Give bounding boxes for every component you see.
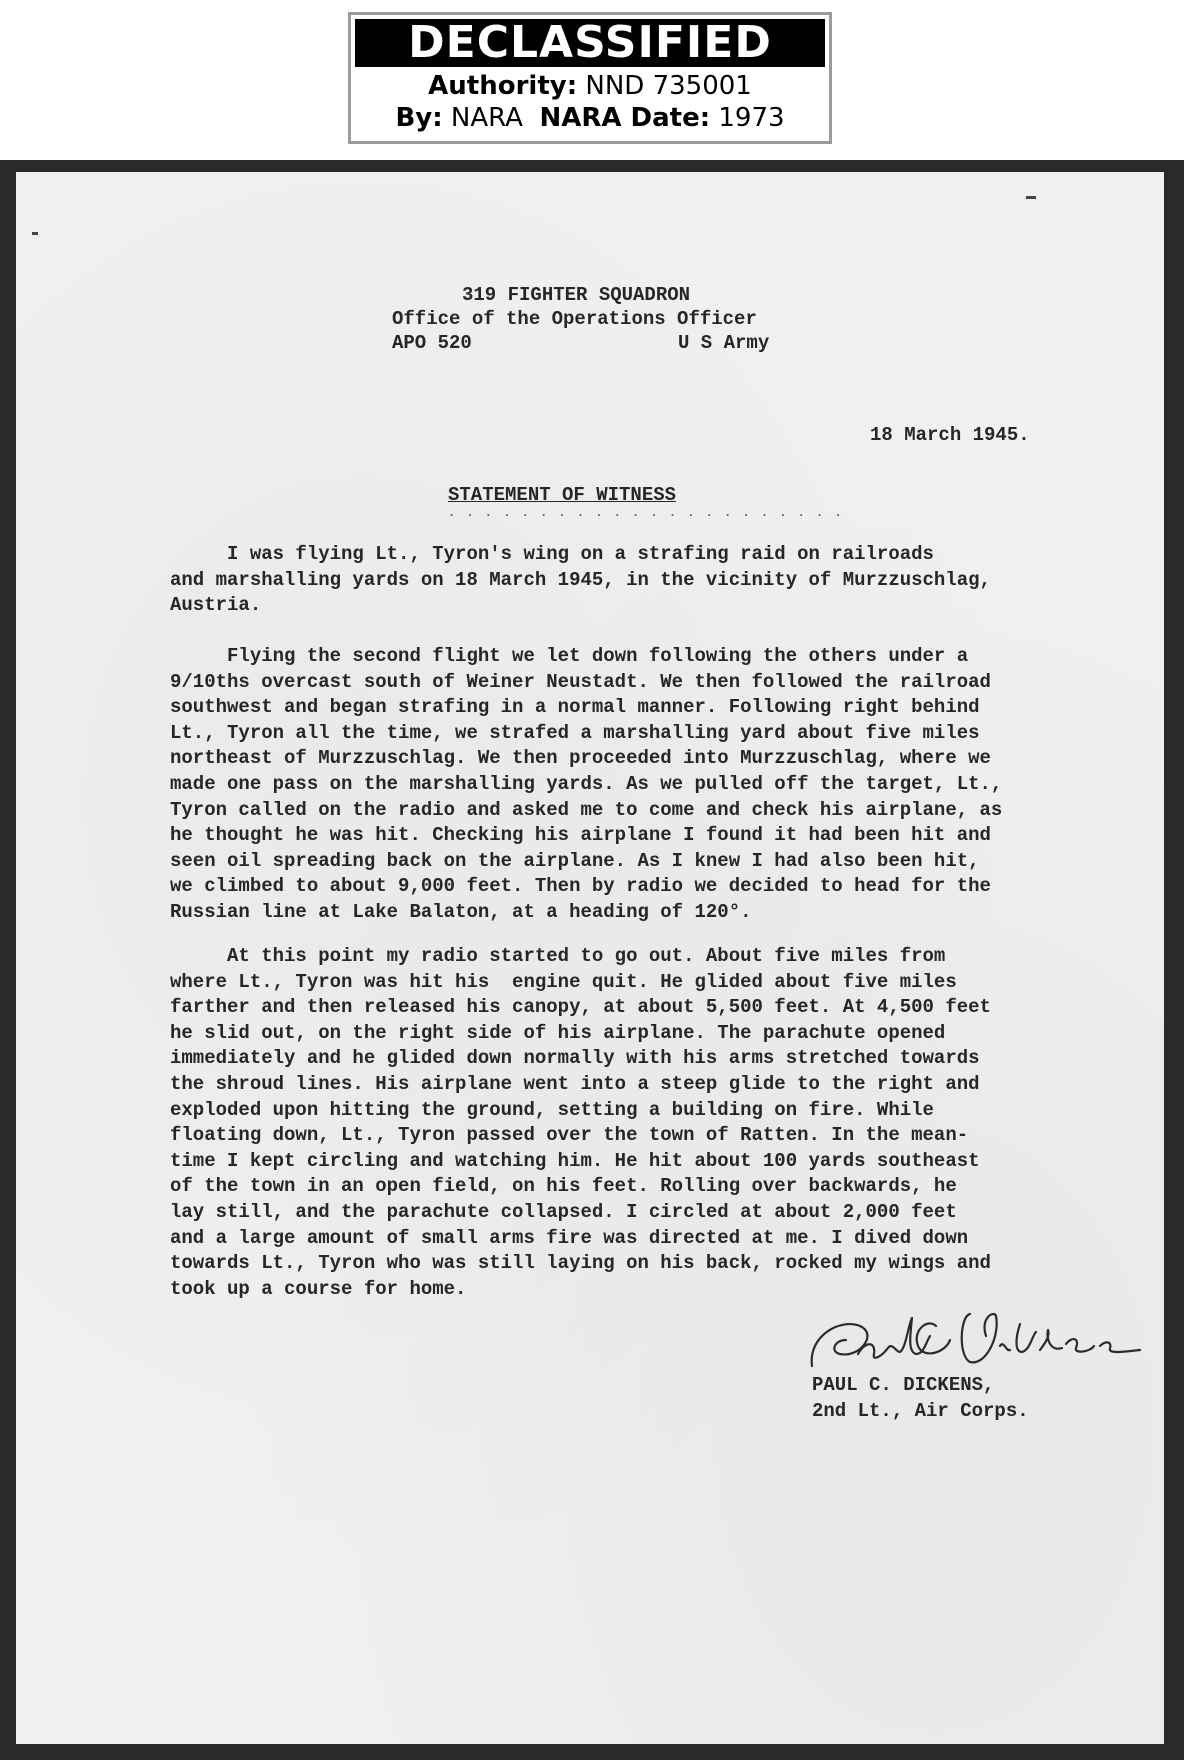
declassification-stamp: [348, 12, 832, 144]
stamp-authority-value: NND 735001: [585, 71, 752, 101]
paragraph-line: lay still, and the parachute collapsed. I circled at about 2,000 feet: [170, 1200, 957, 1223]
paragraph-line: Tyron called on the radio and asked me to come and check his airplane, as: [170, 798, 1003, 821]
stamp-by-line: [351, 103, 829, 133]
paragraph-3: [170, 944, 1070, 1302]
paragraph-line: the shroud lines. His airplane went into a steep glide to the right and: [170, 1072, 980, 1095]
title-dots: . . . . . . . . . . . . . . . . . . . . . .: [448, 506, 844, 520]
stamp-by-value: NARA: [450, 103, 523, 133]
signatory-rank: 2nd Lt., Air Corps.: [812, 1400, 1029, 1422]
paragraph-line: floating down, Lt., Tyron passed over the town of Ratten. In the mean-: [170, 1124, 969, 1147]
paragraph-line: At this point my radio started to go out. About five miles from: [170, 945, 946, 967]
paragraph-line: and marshalling yards on 18 March 1945, in the vicinity of Murzzuschlag,: [170, 568, 991, 591]
paragraph-line: made one pass on the marshalling yards. As we pulled off the target, Lt.,: [170, 772, 1003, 795]
paragraph-line: Lt., Tyron all the time, we strafed a marshalling yard about five miles: [170, 721, 980, 744]
paragraph-line: he slid out, on the right side of his airplane. The parachute opened: [170, 1021, 946, 1044]
paragraph-2: [170, 644, 1070, 926]
paragraph-line: Flying the second flight we let down following the others under a: [170, 645, 969, 667]
letterhead-apo: APO 520: [392, 332, 472, 354]
paragraph-line: seen oil spreading back on the airplane. As I knew I had also been hit,: [170, 849, 980, 872]
document-date: 18 March 1945.: [870, 424, 1030, 446]
paragraph-line: I was flying Lt., Tyron's wing on a strafing raid on railroads: [170, 543, 934, 565]
scan-speck: [1026, 196, 1036, 199]
paragraph-line: time I kept circling and watching him. He hit about 100 yards southeast: [170, 1149, 980, 1172]
paragraph-line: and a large amount of small arms fire was directed at me. I dived down: [170, 1226, 969, 1249]
paragraph-line: Russian line at Lake Balaton, at a heading of 120°.: [170, 900, 752, 923]
signatory-name: PAUL C. DICKENS,: [812, 1374, 995, 1396]
document-page: [16, 172, 1164, 1744]
letterhead-office: Office of the Operations Officer: [392, 308, 757, 330]
letterhead-army: U S Army: [678, 332, 770, 354]
letterhead-unit: 319 FIGHTER SQUADRON: [462, 284, 691, 306]
paragraph-line: towards Lt., Tyron who was still laying on his back, rocked my wings and: [170, 1252, 991, 1275]
paragraph-line: northeast of Murzzuschlag. We then proceeded into Murzzuschlag, where we: [170, 747, 991, 770]
paragraph-line: Austria.: [170, 594, 262, 617]
stamp-authority-label: Authority:: [428, 71, 578, 101]
paragraph-line: exploded upon hitting the ground, setting a building on fire. While: [170, 1098, 934, 1121]
paragraph-line: we climbed to about 9,000 feet. Then by radio we decided to head for the: [170, 875, 991, 898]
paragraph-line: of the town in an open field, on his feet. Rolling over backwards, he: [170, 1175, 957, 1198]
stamp-title: DECLASSIFIED: [355, 19, 825, 67]
paragraph-line: farther and then released his canopy, at about 5,500 feet. At 4,500 feet: [170, 996, 991, 1019]
scanned-document: [0, 160, 1184, 1760]
paragraph-line: where Lt., Tyron was hit his engine quit. He glided about five miles: [170, 970, 957, 993]
paragraph-line: he thought he was hit. Checking his airplane I found it had been hit and: [170, 824, 991, 847]
document-title: STATEMENT OF WITNESS: [448, 484, 677, 506]
stamp-date-value: 1973: [718, 103, 785, 133]
signature-block: [812, 1372, 1029, 1424]
stamp-by-label: By:: [395, 103, 443, 133]
paragraph-line: southwest and began strafing in a normal manner. Following right behind: [170, 696, 980, 719]
stamp-authority-line: [351, 71, 829, 101]
paragraph-line: 9/10ths overcast south of Weiner Neustadt. We then followed the railroad: [170, 670, 991, 693]
paragraph-line: immediately and he glided down normally with his arms stretched towards: [170, 1047, 980, 1070]
scan-speck: [32, 232, 38, 235]
paragraph-line: took up a course for home.: [170, 1277, 467, 1300]
paragraph-1: [170, 542, 1070, 619]
stamp-date-label: NARA Date:: [539, 103, 711, 133]
